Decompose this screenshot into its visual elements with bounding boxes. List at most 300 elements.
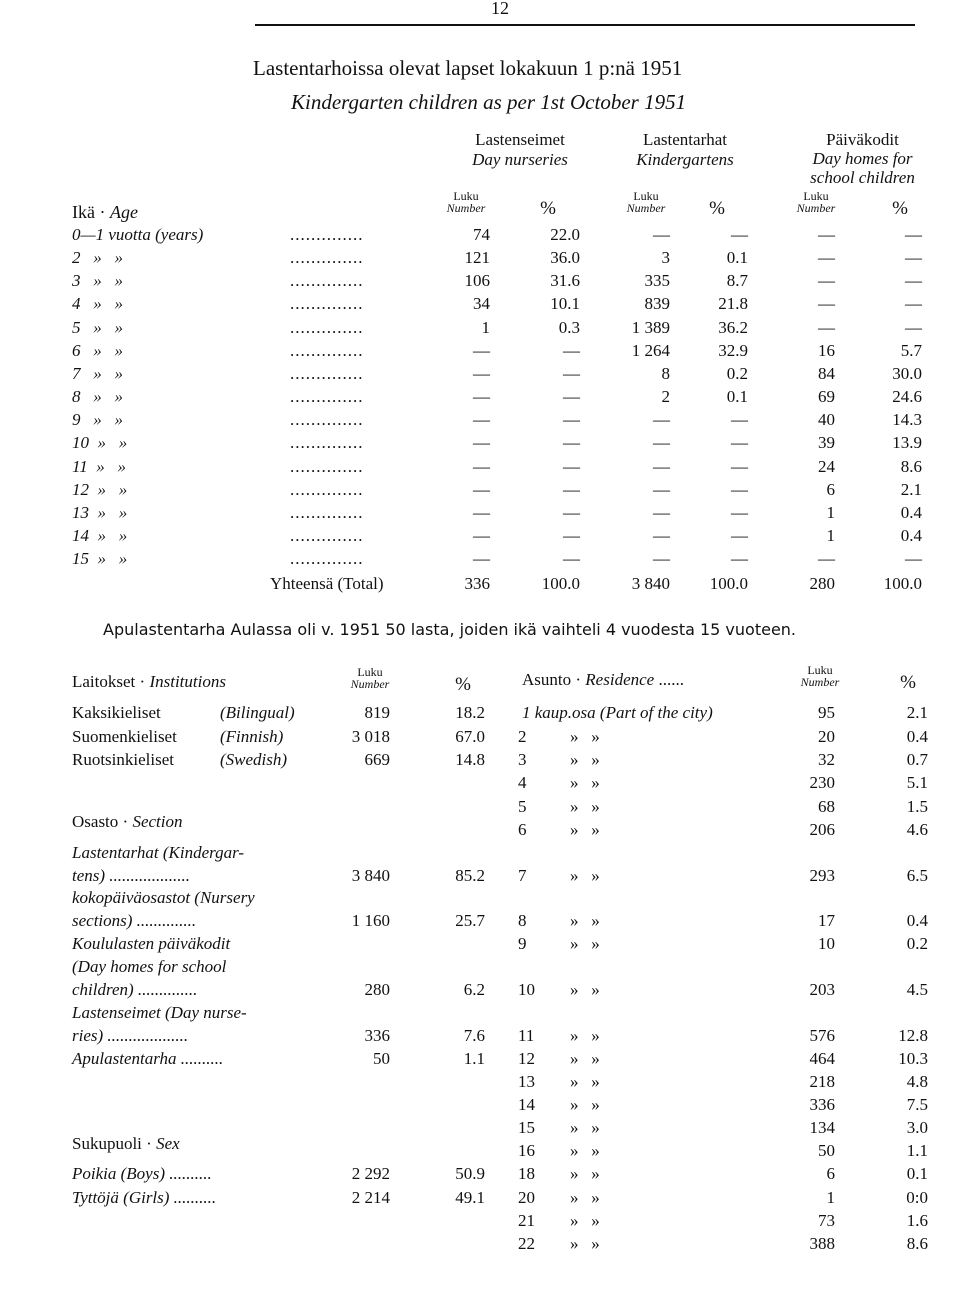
age-row-value: 32.9 <box>718 341 748 360</box>
residence-count: 32 <box>818 750 835 769</box>
age-row-label: 10 » » <box>72 433 128 452</box>
residence-district: 6 <box>518 820 527 839</box>
group-title-fi: Lastentarhat <box>642 130 727 149</box>
age-row-value: — <box>563 457 580 476</box>
bullet: · <box>139 672 146 691</box>
age-row-value: 1 <box>826 503 835 522</box>
title-finnish: Lastentarhoissa olevat lapset lokakuun 1 p:nä 1951 <box>253 56 683 80</box>
luku-label: Luku <box>633 189 659 203</box>
section-label-line: Lastenseimet (Day nurse- <box>72 1003 247 1022</box>
age-row-value: — <box>563 433 580 452</box>
age-row-leader-dots: .............. <box>290 526 364 545</box>
residence-ditto: » » <box>570 773 600 792</box>
residence-count: 464 <box>809 1049 835 1068</box>
age-row-value: 14.3 <box>892 410 922 429</box>
residence-pct: 4.6 <box>906 820 928 839</box>
residence-count: 206 <box>809 820 835 839</box>
luku-header-3 <box>786 190 846 214</box>
residence-ditto: » » <box>570 797 600 816</box>
age-row-value: 2.1 <box>900 480 922 499</box>
residence-luku-header <box>785 664 855 688</box>
residence-pct: 1.6 <box>906 1211 928 1230</box>
age-row-value: 36.0 <box>550 248 580 267</box>
sex-pct: 50.9 <box>455 1164 485 1183</box>
age-row-value: — <box>905 271 922 290</box>
age-row-value: 3 <box>661 248 670 267</box>
age-row-value: — <box>653 433 670 452</box>
residence-label-fi: Asunto <box>522 670 572 689</box>
total-value: 100.0 <box>541 574 580 593</box>
residence-count: 134 <box>809 1118 835 1137</box>
section-label-line: (Day homes for school <box>72 957 227 976</box>
group-header-day-nurseries <box>445 130 595 170</box>
residence-pct-header: % <box>900 672 916 693</box>
age-row-value: 22.0 <box>550 225 580 244</box>
section-label-line: Apulastentarha .......... <box>72 1049 224 1068</box>
age-row-value: — <box>473 549 490 568</box>
age-row-value: 40 <box>818 410 835 429</box>
group-title-fi: Lastenseimet <box>475 130 565 149</box>
residence-ditto: » » <box>570 1234 600 1253</box>
age-row-value: — <box>653 549 670 568</box>
age-row-value: — <box>563 364 580 383</box>
section-label-line: tens) ................... <box>72 866 191 885</box>
age-row-value: — <box>563 549 580 568</box>
age-row-leader-dots: .............. <box>290 271 364 290</box>
age-row-value: — <box>731 549 748 568</box>
age-label-en: Age <box>109 202 138 222</box>
section-label-en: Section <box>132 812 183 831</box>
residence-district: 12 <box>518 1049 535 1068</box>
residence-pct: 1.5 <box>906 797 928 816</box>
section-label-fi: Osasto <box>72 812 119 831</box>
age-row-value: — <box>473 503 490 522</box>
residence-ditto: » » <box>570 1211 600 1230</box>
residence-pct: 0.2 <box>906 934 928 953</box>
age-row-label: 14 » » <box>72 526 128 545</box>
age-row-value: 0.4 <box>900 526 922 545</box>
age-row-value: 39 <box>818 433 835 452</box>
age-row-value: 10.1 <box>550 294 580 313</box>
age-row-value: 6 <box>826 480 835 499</box>
residence-pct: 0.4 <box>906 911 928 930</box>
age-row-value: 74 <box>473 225 490 244</box>
number-label: Number <box>446 201 486 215</box>
age-row-leader-dots: .............. <box>290 318 364 337</box>
age-row-value: 0.2 <box>726 364 748 383</box>
residence-count: 388 <box>809 1234 835 1253</box>
luku-label: Luku <box>453 189 479 203</box>
residence-district: 8 <box>518 911 527 930</box>
age-row-value: — <box>563 341 580 360</box>
sex-header <box>72 1134 180 1154</box>
residence-ditto: » » <box>570 1188 600 1207</box>
age-row-label: 3 » » <box>72 271 123 290</box>
residence-count: 20 <box>818 727 835 746</box>
age-row-value: — <box>653 526 670 545</box>
residence-pct: 0.4 <box>906 727 928 746</box>
residence-ditto: » » <box>570 1141 600 1160</box>
residence-district: 9 <box>518 934 527 953</box>
section-pct: 7.6 <box>463 1026 485 1045</box>
group-title-en: Kindergartens <box>636 150 734 169</box>
luku-label: Luku <box>803 189 829 203</box>
luku-header-1 <box>436 190 496 214</box>
residence-count: 68 <box>818 797 835 816</box>
age-row-label: 8 » » <box>72 387 123 406</box>
sex-label: Tyttöjä (Girls) .......... <box>72 1188 217 1207</box>
luku-label: Luku <box>807 663 833 677</box>
residence-count: 293 <box>809 866 835 885</box>
institution-name-en: (Bilingual) <box>220 703 295 722</box>
residence-district: 1 kaup.osa (Part of the city) <box>522 703 713 722</box>
residence-district: 20 <box>518 1188 535 1207</box>
luku-header-2 <box>616 190 676 214</box>
total-value: 100.0 <box>883 574 922 593</box>
age-row-value: — <box>473 364 490 383</box>
section-label-line: Lastentarhat (Kindergar- <box>72 843 245 862</box>
age-row-value: 0.3 <box>558 318 580 337</box>
age-row-value: 0.1 <box>726 387 748 406</box>
age-row-value: 34 <box>473 294 490 313</box>
age-row-leader-dots: .............. <box>290 457 364 476</box>
age-row-leader-dots: .............. <box>290 364 364 383</box>
number-label: Number <box>796 201 836 215</box>
residence-pct: 0:0 <box>906 1188 928 1207</box>
residence-district: 3 <box>518 750 527 769</box>
age-row-value: 8.7 <box>726 271 748 290</box>
residence-label-en: Residence <box>585 670 655 689</box>
group-header-kindergartens <box>610 130 760 170</box>
age-row-label: 9 » » <box>72 410 123 429</box>
age-row-value: — <box>818 225 835 244</box>
age-row-value: — <box>731 503 748 522</box>
age-row-leader-dots: .............. <box>290 480 364 499</box>
age-row-value: — <box>473 433 490 452</box>
age-row-value: 16 <box>818 341 835 360</box>
age-row-label: 6 » » <box>72 341 123 360</box>
section-count: 1 160 <box>351 911 390 930</box>
age-column-header <box>72 202 138 223</box>
residence-pct: 2.1 <box>906 703 928 722</box>
age-row-value: 24.6 <box>892 387 922 406</box>
age-row-value: — <box>473 480 490 499</box>
age-row-value: 335 <box>644 271 670 290</box>
group-title-en: Day homes for <box>812 149 913 168</box>
residence-ditto: » » <box>570 934 600 953</box>
age-row-value: 0.1 <box>726 248 748 267</box>
residence-ditto: » » <box>570 980 600 999</box>
residence-pct: 12.8 <box>898 1026 928 1045</box>
residence-district: 2 <box>518 727 527 746</box>
institutions-header <box>72 672 226 692</box>
residence-district: 18 <box>518 1164 535 1183</box>
institutions-label-en: Institutions <box>149 672 226 691</box>
age-row-value: — <box>818 271 835 290</box>
age-row-leader-dots: .............. <box>290 294 364 313</box>
sex-count: 2 292 <box>351 1164 390 1183</box>
age-row-label: 5 » » <box>72 318 123 337</box>
section-count: 336 <box>364 1026 390 1045</box>
institution-name: Kaksikieliset <box>72 703 161 722</box>
age-row-value: 2 <box>661 387 670 406</box>
age-row-value: — <box>563 410 580 429</box>
residence-count: 230 <box>809 773 835 792</box>
age-row-value: 8 <box>661 364 670 383</box>
age-row-value: — <box>905 225 922 244</box>
age-row-label: 7 » » <box>72 364 123 383</box>
section-label-line: children) .............. <box>72 980 198 999</box>
sex-pct: 49.1 <box>455 1188 485 1207</box>
residence-pct: 4.8 <box>906 1072 928 1091</box>
age-row-label: 2 » » <box>72 248 123 267</box>
age-row-label: 13 » » <box>72 503 128 522</box>
number-label: Number <box>626 201 666 215</box>
age-row-value: — <box>473 341 490 360</box>
institution-name: Ruotsinkieliset <box>72 750 174 769</box>
age-row-value: — <box>731 457 748 476</box>
residence-count: 218 <box>809 1072 835 1091</box>
residence-district: 22 <box>518 1234 535 1253</box>
residence-pct: 6.5 <box>906 866 928 885</box>
age-row-value: — <box>653 503 670 522</box>
age-row-value: — <box>731 410 748 429</box>
age-row-label: 12 » » <box>72 480 128 499</box>
institutions-pct-header: % <box>455 674 471 695</box>
age-row-label: 4 » » <box>72 294 123 313</box>
residence-district: 15 <box>518 1118 535 1137</box>
age-row-value: — <box>563 387 580 406</box>
residence-pct: 0.1 <box>906 1164 928 1183</box>
age-row-leader-dots: .............. <box>290 433 364 452</box>
age-row-value: — <box>473 457 490 476</box>
residence-count: 576 <box>809 1026 835 1045</box>
age-row-value: — <box>731 225 748 244</box>
age-row-value: — <box>563 526 580 545</box>
page-number: 12 <box>491 0 509 18</box>
age-row-value: 84 <box>818 364 835 383</box>
institutions-luku-header <box>335 666 405 690</box>
institution-name-en: (Finnish) <box>220 727 284 746</box>
group-header-day-homes <box>780 130 945 187</box>
age-row-value: 31.6 <box>550 271 580 290</box>
age-row-value: — <box>731 480 748 499</box>
sex-label-fi: Sukupuoli <box>72 1134 142 1153</box>
age-row-value: — <box>653 225 670 244</box>
age-row-leader-dots: .............. <box>290 225 364 244</box>
age-row-value: 106 <box>464 271 490 290</box>
luku-label: Luku <box>357 665 383 679</box>
age-row-value: — <box>905 294 922 313</box>
age-row-value: 5.7 <box>900 341 922 360</box>
group-title-en: Day nurseries <box>472 150 568 169</box>
age-row-value: — <box>818 318 835 337</box>
section-pct: 1.1 <box>463 1049 485 1068</box>
age-row-value: — <box>731 526 748 545</box>
institution-pct: 67.0 <box>455 727 485 746</box>
institution-pct: 18.2 <box>455 703 485 722</box>
age-row-leader-dots: .............. <box>290 549 364 568</box>
section-count: 50 <box>373 1049 390 1068</box>
section-label-line: Koululasten päiväkodit <box>72 934 231 953</box>
residence-header <box>522 670 684 690</box>
residence-count: 1 <box>826 1188 835 1207</box>
residence-ditto: » » <box>570 1072 600 1091</box>
residence-ditto: » » <box>570 1026 600 1045</box>
residence-ditto: » » <box>570 911 600 930</box>
age-row-value: — <box>563 480 580 499</box>
age-row-label: 0—1 vuotta (years) <box>72 225 204 244</box>
age-row-leader-dots: .............. <box>290 503 364 522</box>
institution-name: Suomenkieliset <box>72 727 177 746</box>
institution-count: 819 <box>364 703 390 722</box>
section-label-line: sections) .............. <box>72 911 197 930</box>
residence-ditto: » » <box>570 1118 600 1137</box>
residence-pct: 0.7 <box>906 750 928 769</box>
section-label-line: ries) ................... <box>72 1026 189 1045</box>
age-row-value: — <box>905 248 922 267</box>
residence-ditto: » » <box>570 1095 600 1114</box>
number-label: Number <box>350 677 390 691</box>
residence-ditto: » » <box>570 1164 600 1183</box>
section-header <box>72 812 183 832</box>
age-row-value: 1 <box>481 318 490 337</box>
age-row-value: 1 389 <box>631 318 670 337</box>
age-label-fi: Ikä <box>72 202 95 222</box>
residence-count: 95 <box>818 703 835 722</box>
sex-label-en: Sex <box>156 1134 180 1153</box>
group-title-en-2: school children <box>810 168 915 187</box>
age-row-leader-dots: .............. <box>290 387 364 406</box>
number-label: Number <box>800 675 840 689</box>
section-pct: 6.2 <box>463 980 485 999</box>
age-row-value: — <box>473 526 490 545</box>
header-rule <box>255 24 915 26</box>
residence-count: 336 <box>809 1095 835 1114</box>
total-value: 100.0 <box>709 574 748 593</box>
residence-pct: 4.5 <box>906 980 928 999</box>
total-label: Yhteensä (Total) <box>270 574 384 593</box>
section-count: 3 840 <box>351 866 390 885</box>
age-row-value: 0.4 <box>900 503 922 522</box>
bullet: · <box>575 670 582 689</box>
age-row-value: 121 <box>464 248 490 267</box>
residence-count: 203 <box>809 980 835 999</box>
sex-count: 2 214 <box>351 1188 390 1207</box>
age-row-value: — <box>818 294 835 313</box>
residence-count: 73 <box>818 1211 835 1230</box>
total-value: 336 <box>464 574 490 593</box>
pct-header-2: % <box>709 198 725 219</box>
title-english: Kindergarten children as per 1st October 1951 <box>291 90 687 114</box>
institution-count: 669 <box>364 750 390 769</box>
section-pct: 85.2 <box>455 866 485 885</box>
age-row-value: 13.9 <box>892 433 922 452</box>
residence-district: 10 <box>518 980 535 999</box>
institution-pct: 14.8 <box>455 750 485 769</box>
residence-count: 6 <box>826 1164 835 1183</box>
residence-count: 17 <box>818 911 835 930</box>
group-title-fi: Päiväkodit <box>826 130 899 149</box>
age-row-value: — <box>905 318 922 337</box>
institution-count: 3 018 <box>351 727 390 746</box>
note-line: Apulastentarha Aulassa oli v. 1951 50 lasta, joiden ikä vaihteli 4 vuodesta 15 vuoteen. <box>103 620 797 639</box>
total-value: 280 <box>809 574 835 593</box>
bullet: · <box>146 1134 152 1153</box>
age-row-value: 69 <box>818 387 835 406</box>
age-row-value: — <box>818 549 835 568</box>
age-row-value: 30.0 <box>892 364 922 383</box>
age-row-leader-dots: .............. <box>290 248 364 267</box>
age-row-leader-dots: .............. <box>290 410 364 429</box>
residence-pct: 10.3 <box>898 1049 928 1068</box>
residence-pct: 5.1 <box>906 773 928 792</box>
bullet: · <box>99 202 106 222</box>
age-row-value: 1 <box>826 526 835 545</box>
residence-count: 50 <box>818 1141 835 1160</box>
section-label-line: kokopäiväosastot (Nursery <box>72 888 255 907</box>
residence-district: 5 <box>518 797 527 816</box>
residence-district: 11 <box>518 1026 535 1045</box>
age-row-value: — <box>653 410 670 429</box>
institutions-label-fi: Laitokset <box>72 672 136 691</box>
age-row-value: — <box>473 410 490 429</box>
age-row-value: 8.6 <box>900 457 922 476</box>
age-row-value: 21.8 <box>718 294 748 313</box>
residence-ditto: » » <box>570 1049 600 1068</box>
bullet: · <box>122 812 129 831</box>
residence-pct: 1.1 <box>906 1141 928 1160</box>
age-row-value: — <box>653 480 670 499</box>
institution-name-en: (Swedish) <box>220 750 288 769</box>
age-row-value: — <box>905 549 922 568</box>
age-row-value: 1 264 <box>631 341 670 360</box>
residence-pct: 7.5 <box>906 1095 928 1114</box>
age-row-value: — <box>818 248 835 267</box>
section-count: 280 <box>364 980 390 999</box>
age-row-leader-dots: .............. <box>290 341 364 360</box>
residence-district: 14 <box>518 1095 535 1114</box>
residence-dots: ...... <box>658 670 684 689</box>
pct-header-1: % <box>540 198 556 219</box>
residence-ditto: » » <box>570 727 600 746</box>
residence-district: 13 <box>518 1072 535 1091</box>
residence-ditto: » » <box>570 750 600 769</box>
residence-ditto: » » <box>570 820 600 839</box>
pct-header-3: % <box>892 198 908 219</box>
residence-district: 21 <box>518 1211 535 1230</box>
residence-district: 16 <box>518 1141 535 1160</box>
age-row-value: — <box>653 457 670 476</box>
total-value: 3 840 <box>631 574 670 593</box>
age-row-value: 36.2 <box>718 318 748 337</box>
age-row-value: 24 <box>818 457 835 476</box>
age-row-label: 15 » » <box>72 549 128 568</box>
residence-pct: 3.0 <box>906 1118 928 1137</box>
residence-pct: 8.6 <box>906 1234 928 1253</box>
age-row-value: 839 <box>644 294 670 313</box>
residence-count: 10 <box>818 934 835 953</box>
sex-label: Poikia (Boys) .......... <box>72 1164 212 1183</box>
age-row-value: — <box>473 387 490 406</box>
section-pct: 25.7 <box>455 911 485 930</box>
residence-district: 4 <box>518 773 527 792</box>
age-row-value: — <box>563 503 580 522</box>
residence-ditto: » » <box>570 866 600 885</box>
residence-district: 7 <box>518 866 527 885</box>
age-row-value: — <box>731 433 748 452</box>
age-row-label: 11 » » <box>72 457 126 476</box>
